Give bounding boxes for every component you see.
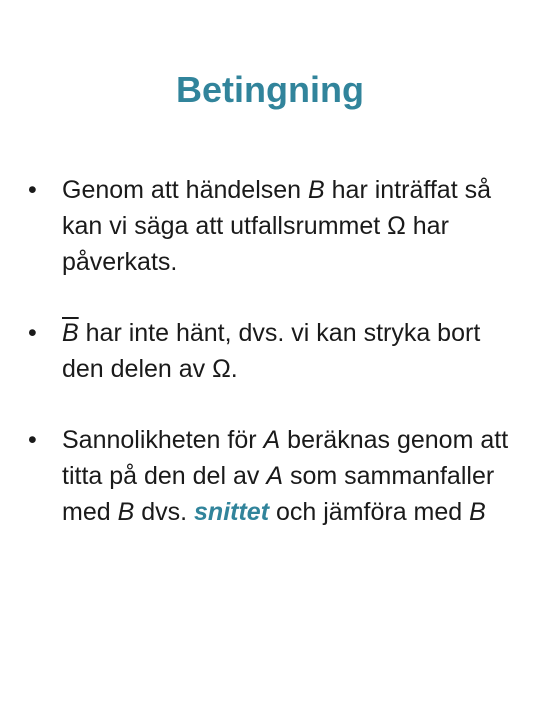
bullet-text: har inte hänt, dvs. vi kan stryka bort den delen av Ω. (62, 319, 481, 383)
bullet-text: beräknas genom att titta på den del av (62, 426, 509, 490)
bullet-text: har inträffat så kan vi säga att utfallsrummet Ω har påverkats. (62, 176, 491, 276)
complement-b-symbol: $\overline{B}$ (62, 319, 79, 347)
bullet-text: och jämföra med (269, 498, 470, 526)
slide-title: Betingning (176, 69, 364, 110)
bullet-text: Genom att händelsen (62, 176, 308, 204)
event-b-symbol: B (469, 498, 486, 526)
emphasis-snittet: snittet (194, 498, 270, 526)
bullet-item (28, 315, 518, 387)
bullet-list (28, 172, 518, 565)
bullet-item (28, 172, 518, 280)
bullet-item (28, 422, 518, 530)
bullet-icon: • (28, 426, 37, 454)
event-a-symbol: A (266, 462, 283, 490)
bullet-text: dvs. (134, 498, 195, 526)
bullet-icon: • (28, 319, 37, 347)
event-b-symbol: B (117, 498, 135, 526)
bullet-icon: • (28, 176, 37, 204)
bullet-text: som sammanfaller med (62, 462, 495, 526)
event-a-symbol: A (263, 426, 281, 454)
bullet-text: Sannolikheten för (62, 426, 264, 454)
event-b-symbol: B (308, 176, 325, 204)
